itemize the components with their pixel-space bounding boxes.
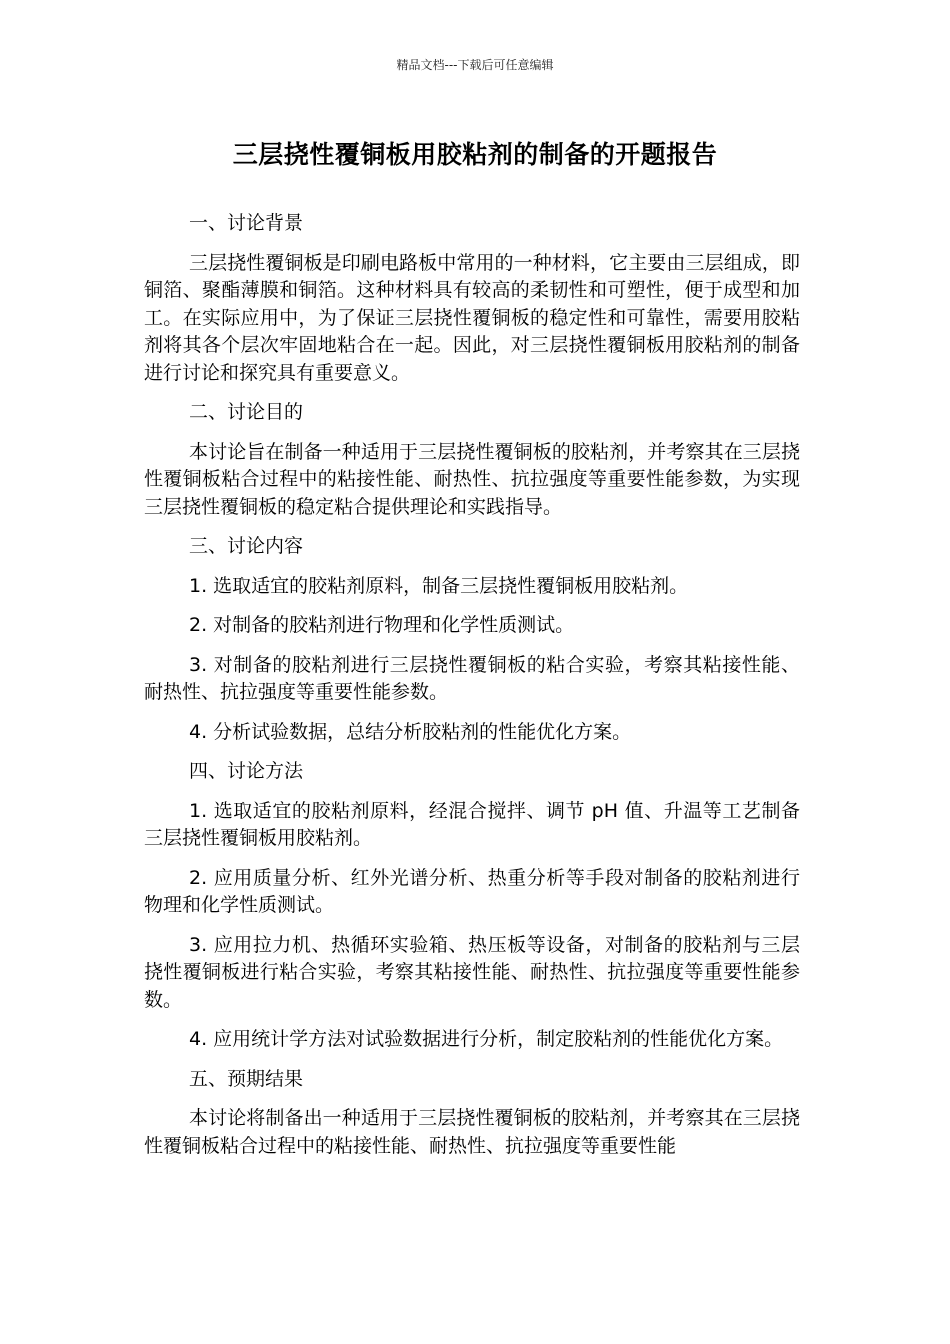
paragraph: 三层挠性覆铜板是印刷电路板中常用的一种材料，它主要由三层组成，即铜箔、聚酯薄膜和铜箔。这种材料具有较高的柔韧性和可塑性，便于成型和加工。在实际应用中，为了保证三层挠性覆铜板的稳定性和可靠性，需要用胶粘剂将其各个层次牢固地粘合在一起。因此，对三层挠性覆铜板用胶粘剂的制备进行讨论和探究具有重要意义。 [144,251,800,384]
list-item: 1. 选取适宜的胶粘剂原料，制备三层挠性覆铜板用胶粘剂。 [189,574,689,597]
list-item: 3. 应用拉力机、热循环实验箱、热压板等设备，对制备的胶粘剂与三层挠性覆铜板进行粘合实验，考察其粘接性能、耐热性、抗拉强度等重要性能参数。 [144,933,800,1011]
list-item: 4. 分析试验数据，总结分析胶粘剂的性能优化方案。 [189,720,632,743]
section-heading-background: 一、讨论背景 [189,212,304,234]
document-body [144,210,800,1172]
section-heading-purpose: 二、讨论目的 [189,401,304,423]
header-note: 精品文档---下载后可任意编辑 [396,58,554,72]
list-item: 2. 对制备的胶粘剂进行物理和化学性质测试。 [189,614,575,636]
document-title: 三层挠性覆铜板用胶粘剂的制备的开题报告 [232,140,718,169]
list-item: 3. 对制备的胶粘剂进行三层挠性覆铜板的粘合实验，考察其粘接性能、耐热性、抗拉强度等重要性能参数。 [144,653,800,703]
section-heading-results: 五、预期结果 [189,1067,304,1090]
paragraph: 本讨论旨在制备一种适用于三层挠性覆铜板的胶粘剂，并考察其在三层挠性覆铜板粘合过程中的粘接性能、耐热性、抗拉强度等重要性能参数，为实现三层挠性覆铜板的稳定粘合提供理论和实践指导。 [144,440,800,518]
section-heading-content: 三、讨论内容 [189,535,304,557]
paragraph: 本讨论将制备出一种适用于三层挠性覆铜板的胶粘剂，并考察其在三层挠性覆铜板粘合过程中的粘接性能、耐热性、抗拉强度等重要性能 [144,1107,800,1157]
list-item: 2. 应用质量分析、红外光谱分析、热重分析等手段对制备的胶粘剂进行物理和化学性质测试。 [144,866,800,916]
section-heading-methods: 四、讨论方法 [189,760,304,782]
list-item: 4. 应用统计学方法对试验数据进行分析，制定胶粘剂的性能优化方案。 [189,1028,784,1050]
list-item: 1. 选取适宜的胶粘剂原料，经混合搅拌、调节 pH 值、升温等工艺制备三层挠性覆铜板用胶粘剂。 [144,799,800,849]
